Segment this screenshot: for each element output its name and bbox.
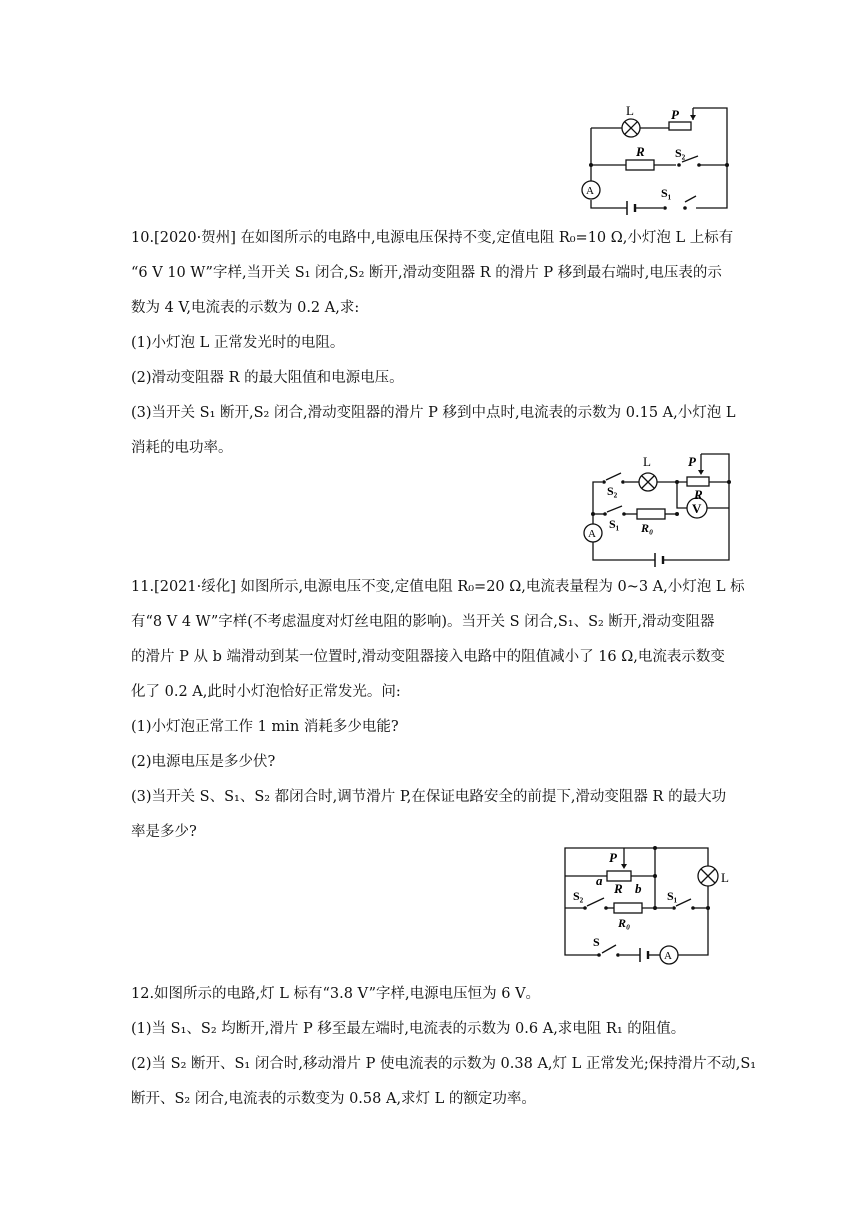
q12-part-1: (1)当 S₁、S₂ 均断开,滑片 P 移至最左端时,电流表的示数为 0.6 A,求电阻 R₁ 的阻值。 (131, 1021, 686, 1037)
fig3-ammeter-label: A (664, 950, 672, 962)
q11-part-3-cont: 率是多少? (131, 824, 197, 840)
fig3-rheostat-label: R (614, 881, 623, 896)
fig2-rheostat-label: R (694, 487, 703, 502)
fig1-s1-label: S₁ (661, 186, 672, 200)
circuit-figure-2 (577, 450, 742, 568)
circuit-figure-1-svg (575, 98, 735, 216)
q10-line-3: 数为 4 V,电流表的示数为 0.2 A,求: (131, 300, 360, 316)
fig1-lamp-label: L (626, 103, 634, 118)
circuit-figure-3 (560, 838, 740, 966)
fig1-s2-label: S₂ (675, 146, 686, 160)
fig3-s1-label: S₁ (667, 889, 678, 903)
fig2-r0-label: R₀ (641, 521, 654, 535)
fig3-end-a-label: a (596, 873, 603, 888)
fig1-ammeter-label: A (586, 185, 594, 197)
circuit-figure-3-svg (560, 838, 740, 966)
q11-line-4: 化了 0.2 A,此时小灯泡恰好正常发光。问: (131, 684, 401, 700)
fig2-slider-label: P (688, 454, 696, 469)
q10-line-1: 10.[2020·贺州] 在如图所示的电路中,电源电压保持不变,定值电阻 R₀=10 Ω,小灯泡 L 上标有 (131, 230, 734, 246)
q12-part-2-cont: 断开、S₂ 闭合,电流表的示数变为 0.58 A,求灯 L 的额定功率。 (131, 1091, 536, 1107)
q11-part-2: (2)电源电压是多少伏? (131, 754, 276, 770)
q10-part-2: (2)滑动变阻器 R 的最大阻值和电源电压。 (131, 370, 404, 386)
q11-line-1: 11.[2021·绥化] 如图所示,电源电压不变,定值电阻 R₀=20 Ω,电流表量程为 0~3 A,小灯泡 L 标 (131, 579, 745, 595)
q10-part-3-cont: 消耗的电功率。 (131, 440, 233, 456)
fig1-slider-label: P (671, 107, 679, 122)
q12-part-2: (2)当 S₂ 断开、S₁ 闭合时,移动滑片 P 使电流表的示数为 0.38 A,灯 L 正常发光;保持滑片不动,S₁ (131, 1056, 757, 1072)
fig2-ammeter-label: A (588, 528, 596, 540)
circuit-figure-1 (575, 98, 735, 216)
fig2-s1-label: S₁ (609, 517, 620, 531)
fig2-s2-label: S₂ (607, 484, 618, 498)
fig3-lamp-label: L (721, 870, 729, 885)
fig3-r0-label: R₀ (618, 916, 631, 930)
q10-line-2: “6 V 10 W”字样,当开关 S₁ 闭合,S₂ 断开,滑动变阻器 R 的滑片 P 移到最右端时,电压表的示 (131, 265, 722, 281)
fig3-slider-label: P (609, 850, 617, 865)
q12-line-1: 12.如图所示的电路,灯 L 标有“3.8 V”字样,电源电压恒为 6 V。 (131, 986, 541, 1002)
circuit-figure-2-svg (577, 450, 742, 568)
q10-part-3: (3)当开关 S₁ 断开,S₂ 闭合,滑动变阻器的滑片 P 移到中点时,电流表的示数为 0.15 A,小灯泡 L (131, 405, 736, 421)
q11-line-3: 的滑片 P 从 b 端滑动到某一位置时,滑动变阻器接入电路中的阻值减小了 16 Ω,电流表示数变 (131, 649, 725, 665)
fig3-end-b-label: b (635, 881, 642, 896)
fig2-lamp-label: L (643, 454, 651, 469)
q11-part-1: (1)小灯泡正常工作 1 min 消耗多少电能? (131, 719, 399, 735)
fig3-s2-label: S₂ (573, 889, 584, 903)
fig2-voltmeter-label: V (692, 501, 702, 516)
q11-part-3: (3)当开关 S、S₁、S₂ 都闭合时,调节滑片 P,在保证电路安全的前提下,滑动变阻器 R 的最大功 (131, 789, 727, 805)
fig1-rheostat-label: R (636, 144, 645, 159)
q10-part-1: (1)小灯泡 L 正常发光时的电阻。 (131, 335, 345, 351)
fig3-s-label: S (593, 935, 600, 949)
q11-line-2: 有“8 V 4 W”字样(不考虑温度对灯丝电阻的影响)。当开关 S 闭合,S₁、S₂ 断开,滑动变阻器 (131, 614, 715, 630)
